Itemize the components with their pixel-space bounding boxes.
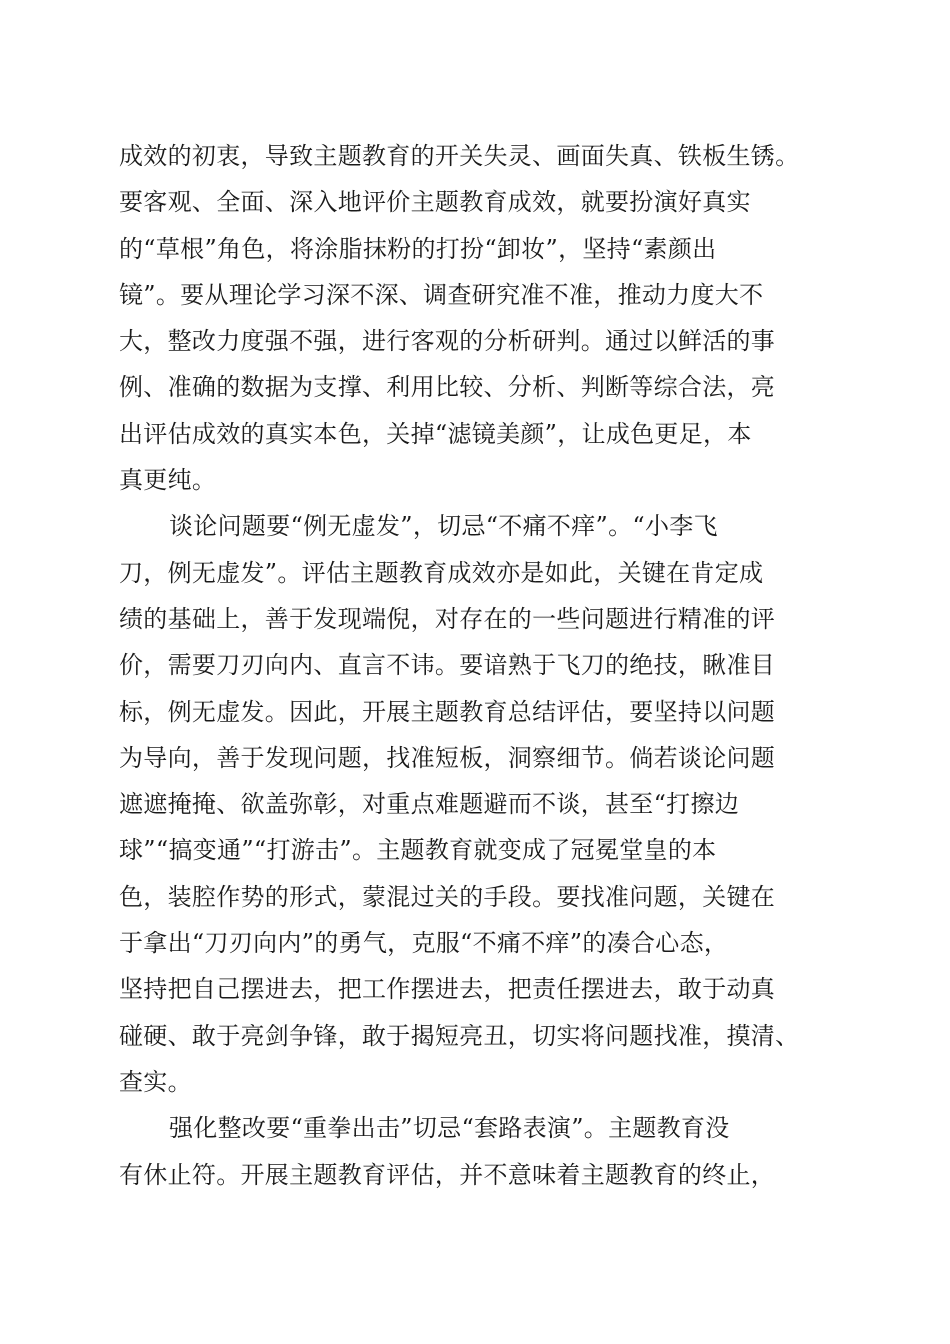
text-line: 要客观、全面、深入地评价主题教育成效，就要扮演好真实 [119, 188, 751, 217]
text-line: 遮遮掩掩、欲盖弥彰，对重点难题避而不谈，甚至“打擦边 [119, 790, 740, 819]
text-line: 绩的基础上，善于发现端倪，对存在的一些问题进行精准的评 [119, 604, 776, 633]
text-line: 的“草根”角色，将涂脂抹粉的打扮“卸妆”，坚持“素颜出 [119, 234, 717, 263]
text-line: 坚持把自己摆进去，把工作摆进去，把责任摆进去，敢于动真 [119, 975, 776, 1004]
body-text [119, 133, 849, 1198]
text-line: 真更纯。 [119, 466, 217, 495]
text-line: 刀，例无虚发”。评估主题教育成效亦是如此，关键在肯定成 [119, 558, 764, 587]
text-line: 查实。 [119, 1067, 192, 1096]
paragraph-start-line: 谈论问题要“例无虚发”，切忌“不痛不痒”。“小李飞 [169, 512, 718, 541]
text-line: 碰硬、敢于亮剑争锋，敢于揭短亮丑，切实将问题找准，摸清、 [119, 1021, 800, 1050]
text-line: 大，整改力度强不强，进行客观的分析研判。通过以鲜活的事 [119, 327, 776, 356]
text-line: 球”“搞变通”“打游击”。主题教育就变成了冠冕堂皇的本 [119, 836, 717, 865]
text-line: 出评估成效的真实本色，关掉“滤镜美颜”，让成色更足，本 [119, 419, 752, 448]
text-line: 价，需要刀刃向内、直言不讳。要谙熟于飞刀的绝技，瞅准目 [119, 651, 776, 680]
text-line: 于拿出“刀刃向内”的勇气，克服“不痛不痒”的凑合心态， [119, 929, 729, 958]
paragraph-start-line: 强化整改要“重拳出击”切忌“套路表演”。主题教育没 [169, 1114, 730, 1143]
text-line: 标，例无虚发。因此，开展主题教育总结评估，要坚持以问题 [119, 697, 776, 726]
text-line: 例、准确的数据为支撑、利用比较、分析、判断等综合法，亮 [119, 373, 776, 402]
text-line: 色，装腔作势的形式，蒙混过关的手段。要找准问题，关键在 [119, 882, 776, 911]
text-line: 为导向，善于发现问题，找准短板，洞察细节。倘若谈论问题 [119, 743, 776, 772]
text-line: 成效的初衷，导致主题教育的开关失灵、画面失真、铁板生锈。 [119, 142, 800, 170]
text-line: 有休止符。开展主题教育评估，并不意味着主题教育的终止， [119, 1160, 776, 1189]
text-line: 镜”。要从理论学习深不深、调查研究准不准，推动力度大不 [119, 280, 764, 309]
